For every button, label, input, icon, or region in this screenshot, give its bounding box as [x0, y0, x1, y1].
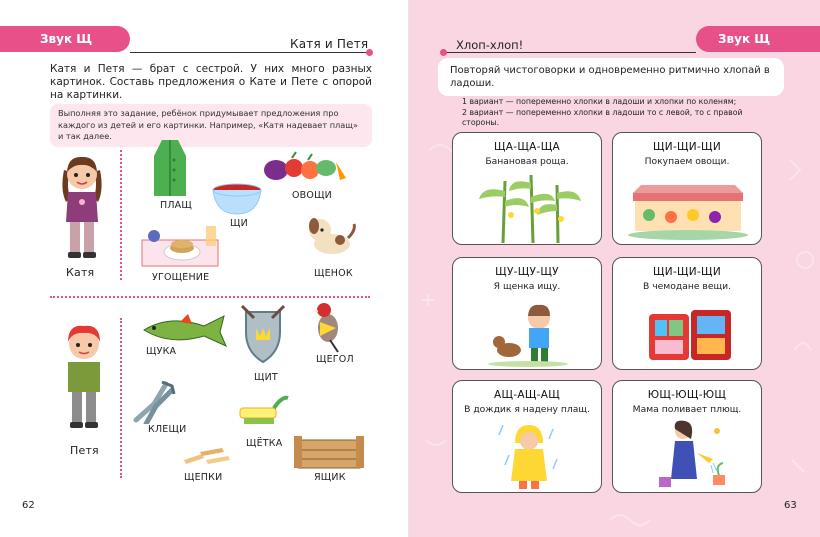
word-shchepki: ЩЕПКИ	[184, 472, 223, 483]
wooden-box-picture	[294, 432, 364, 470]
shield-icon	[240, 304, 286, 366]
right-header-dot	[440, 49, 447, 56]
petya-divider	[120, 318, 122, 478]
card-sub: Я щенка ищу.	[493, 281, 561, 292]
word-shchuka: ЩУКА	[146, 346, 177, 357]
card-vegetable-market	[612, 132, 762, 245]
card-sub: В дождик я надену плащ.	[464, 404, 590, 415]
wood-chips-picture	[182, 446, 232, 466]
card-head: ЩА-ЩА-ЩА	[494, 141, 560, 153]
card-head: ЩУ-ЩУ-ЩУ	[495, 266, 559, 278]
right-page	[410, 0, 820, 537]
petya-name: Петя	[70, 444, 99, 457]
girl-katya-illustration	[56, 150, 108, 262]
right-sound-tab: Звук Щ	[696, 26, 820, 52]
mom-watering-plant-picture	[613, 419, 762, 491]
word-shchenok: ЩЕНОК	[314, 268, 353, 279]
boy-with-puppy-picture	[453, 296, 602, 368]
card-sub: В чемодане вещи.	[642, 281, 732, 292]
boy-petya-illustration	[58, 320, 110, 434]
right-intro: Повторяй чистоговорки и одновременно ритмично хлопай в ладоши.	[438, 58, 784, 96]
word-shchegol: ЩЕГОЛ	[316, 354, 354, 365]
variants-list	[462, 97, 782, 129]
soup-bowl-picture	[210, 180, 264, 216]
katya-name: Катя	[66, 266, 95, 279]
word-ugoshchenie: УГОЩЕНИЕ	[152, 272, 210, 283]
left-sound-tab: Звук Щ	[0, 26, 130, 52]
open-suitcase-picture	[613, 296, 762, 368]
left-header-title: Катя и Петя	[290, 37, 369, 51]
card-head: ЮЩ-ЮЩ-ЮЩ	[647, 389, 727, 401]
right-header-rule	[446, 52, 696, 53]
variant-2: 2 вариант — попеременно хлопки в ладоши то с левой, то с правой стороны.	[462, 107, 743, 127]
pike-fish-picture	[140, 310, 230, 350]
variant-1: 1 вариант — попеременно хлопки в ладоши и хлопки по коленям;	[462, 97, 737, 106]
word-ovoshchi: ОВОЩИ	[292, 190, 332, 201]
child-in-raincoat-picture	[453, 419, 602, 491]
card-head: ЩИ-ЩИ-ЩИ	[653, 266, 721, 278]
word-shchi: ЩИ	[230, 218, 248, 229]
katya-divider	[120, 150, 122, 280]
word-shchit: ЩИТ	[254, 372, 278, 383]
card-head: ЩИ-ЩИ-ЩИ	[653, 141, 721, 153]
left-page-number: 62	[22, 500, 35, 511]
card-watering-ivy	[612, 380, 762, 493]
parent-note: Выполняя это задание, ребёнок придумывает предложения про каждого из детей и его картинки. Например, «Катя надевает плащ» и так далее.	[50, 104, 372, 147]
card-head: АЩ-АЩ-АЩ	[494, 389, 560, 401]
goldfinch-picture	[310, 298, 344, 354]
word-yashchik: ЯЩИК	[314, 472, 346, 483]
word-plashch: ПЛАЩ	[160, 200, 192, 211]
card-sub: Мама поливает плющ.	[632, 404, 742, 415]
raincoat-picture	[150, 136, 190, 200]
vegetables-picture	[262, 148, 348, 184]
card-rain-coat	[452, 380, 602, 493]
pliers-picture	[132, 380, 176, 424]
card-banana-grove	[452, 132, 602, 245]
left-header-rule	[130, 52, 370, 53]
market-stalls-picture	[613, 171, 762, 243]
task-intro: Катя и Петя — брат с сестрой. У них много разных картинок. Составь предложения о Кате и Пете с опорой на картинки.	[50, 63, 372, 101]
card-suitcase-things	[612, 257, 762, 370]
card-looking-for-puppy	[452, 257, 602, 370]
word-shchetka: ЩЁТКА	[246, 438, 283, 449]
card-sub: Банановая роща.	[485, 156, 569, 167]
treats-picture	[138, 222, 222, 268]
right-page-title: Хлоп-хлоп!	[456, 38, 524, 52]
puppy-picture	[306, 212, 358, 258]
banana-trees-picture	[453, 171, 602, 243]
brush-picture	[236, 392, 290, 428]
right-page-number: 63	[784, 500, 797, 511]
word-kleshchi: КЛЕЩИ	[148, 424, 187, 435]
card-sub: Покупаем овощи.	[644, 156, 730, 167]
